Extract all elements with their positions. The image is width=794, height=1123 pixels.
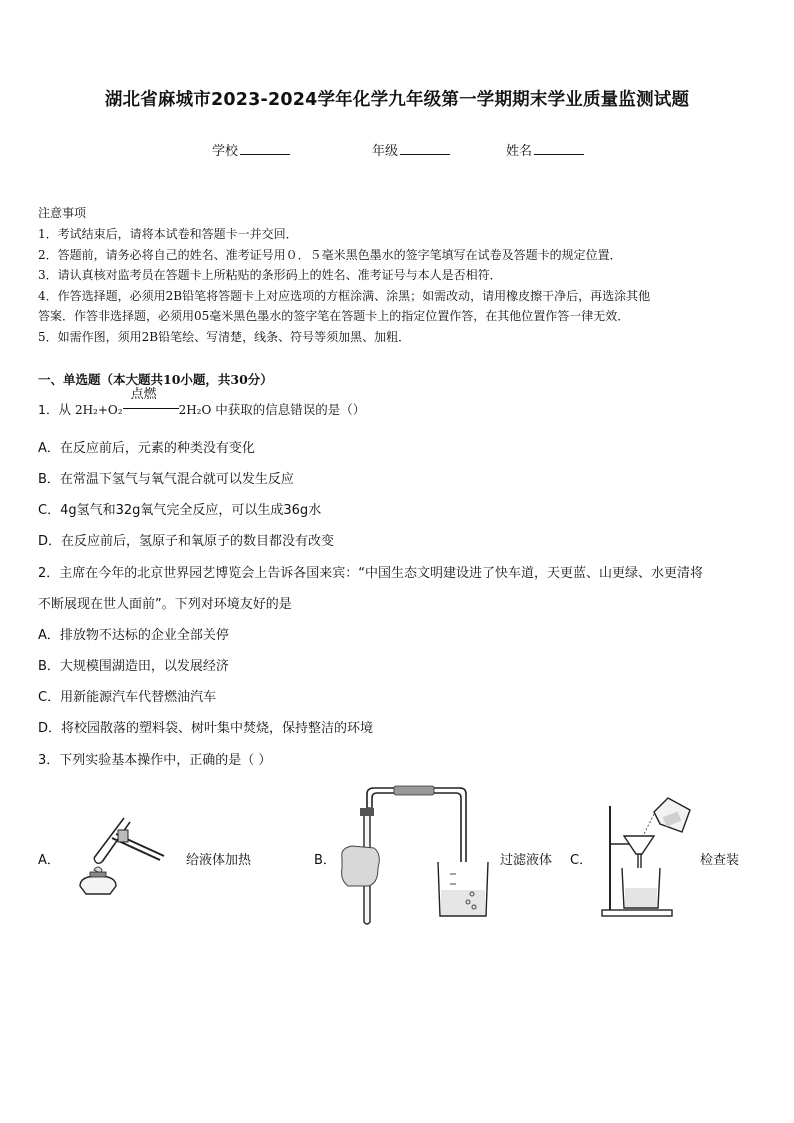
grade-field (372, 140, 450, 159)
option-item[interactable]: B．在常温下氢气与氧气混合就可以发生反应 (38, 472, 294, 487)
name-label: 姓名 (506, 144, 533, 159)
option-c-caption: 检查装 (700, 853, 740, 868)
notice-item: 4．作答选择题，必须用2B铅笔将答题卡上对应选项的方框涂满、涂黑；如需改动，请用橡皮擦干净后，再选涂其他 (38, 289, 651, 303)
gas-tightness-check-illustration (598, 792, 708, 918)
q1-suffix: 中获取的信息错误的是（） (215, 402, 366, 417)
option-item[interactable]: B．大规模围湖造田，以发展经济 (38, 659, 229, 674)
name-blank[interactable] (534, 142, 584, 155)
exam-title: 湖北省麻城市2023-2024学年化学九年级第一学期期末学业质量监测试题 (104, 90, 690, 110)
school-label: 学校 (212, 144, 239, 159)
notice-item: 3．请认真核对监考员在答题卡上所粘贴的条形码上的姓名、准考证号与本人是否相符． (38, 268, 502, 282)
notice-heading: 注意事项 (38, 206, 87, 220)
option-item[interactable]: A．在反应前后，元素的种类没有变化 (38, 441, 255, 456)
name-field (506, 140, 584, 159)
q1-prefix: 1．从 (38, 402, 71, 417)
option-item[interactable]: A．排放物不达标的企业全部关停 (38, 628, 229, 643)
reaction-arrow (123, 387, 179, 414)
option-item[interactable]: D．在反应前后，氢原子和氧原子的数目都没有改变 (38, 534, 335, 549)
school-field (212, 140, 290, 159)
notice-item: 5．如需作图，须用2B铅笔绘、写清楚，线条、符号等须加黑、加粗． (38, 330, 411, 344)
option-a-caption: 给液体加热 (186, 853, 252, 868)
q1-reactants: 2H₂+O₂ (74, 403, 123, 417)
grade-label: 年级 (372, 144, 399, 159)
option-item[interactable]: C．用新能源汽车代替燃油汽车 (38, 690, 217, 705)
notice-item: 2．答题前，请务必将自己的姓名、准考证号用０．５毫米黑色墨水的签字笔填写在试卷及答题卡的规定位置． (38, 248, 622, 262)
option-item[interactable]: D．将校园散落的塑料袋、树叶集中焚烧，保持整洁的环境 (38, 721, 374, 736)
reaction-condition: 点燃 (130, 387, 157, 402)
heating-liquid-illustration (64, 808, 174, 898)
option-b-caption: 过滤液体 (500, 853, 553, 868)
option-b-letter[interactable]: B． (314, 853, 336, 868)
question-2-stem-line1: 2．主席在今年的北京世界园艺博览会上告诉各国来宾：“中国生态文明建设进了快车道，天更蓝、山更绿、水更清将 (38, 566, 704, 581)
school-blank[interactable] (240, 142, 290, 155)
filtration-apparatus-illustration (334, 784, 494, 926)
notice-item: 1．考试结束后，请将本试卷和答题卡一并交回． (38, 227, 298, 241)
question-3-stem: 3．下列实验基本操作中，正确的是（ ） (38, 753, 272, 768)
option-c-letter[interactable]: C． (570, 853, 593, 868)
question-2-stem-line2: 不断展现在世人面前”。下列对环境友好的是 (38, 597, 292, 612)
notice-item: 答案．作答非选择题，必须用05毫米黑色墨水的签字笔在答题卡上的指定位置作答，在其他位置作答一律无效． (38, 309, 630, 323)
section-heading: 一、单选题（本大题共10小题，共30分） (38, 372, 273, 387)
option-a-letter[interactable]: A． (38, 853, 60, 868)
grade-blank[interactable] (400, 142, 450, 155)
q1-product: 2H₂O (178, 403, 212, 417)
question-1-stem (38, 387, 366, 418)
option-item[interactable]: C．4g氢气和32g氧气完全反应，可以生成36g水 (38, 503, 322, 518)
